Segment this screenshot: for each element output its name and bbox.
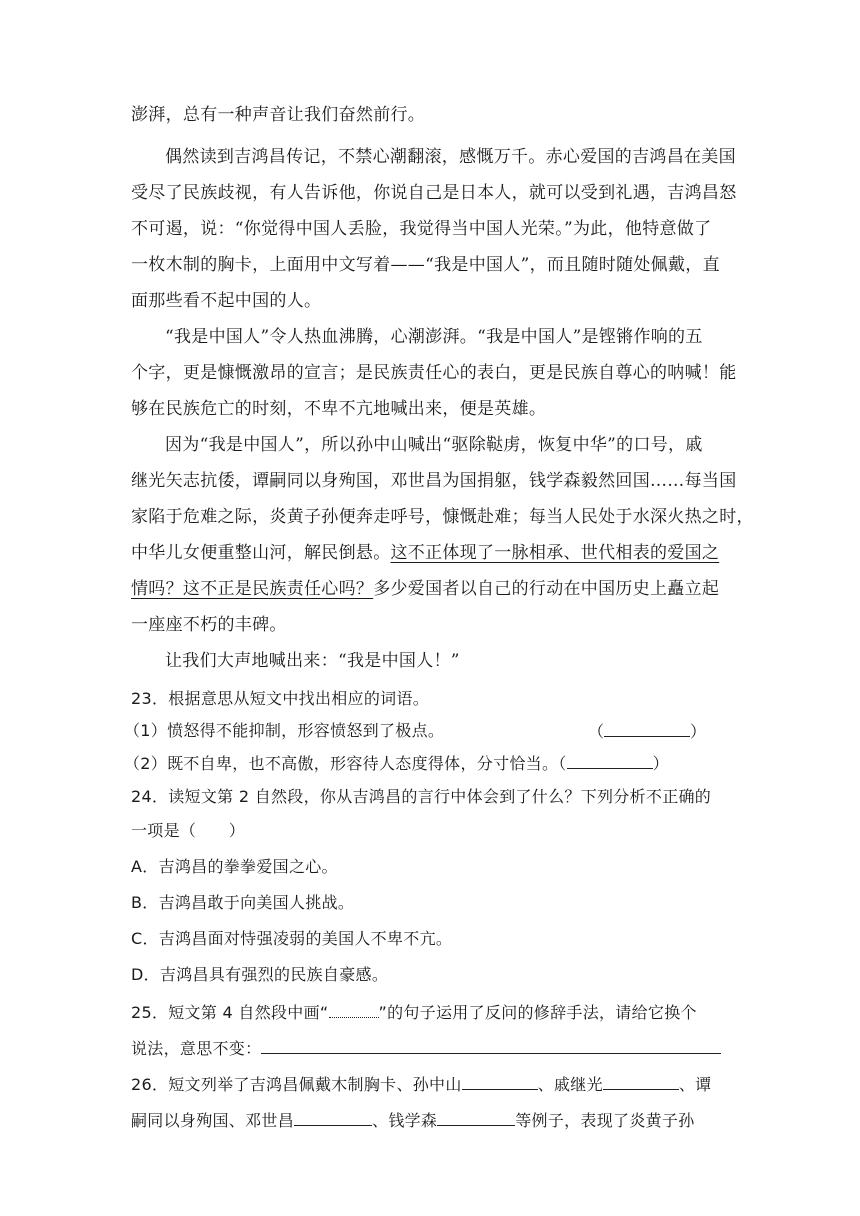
question-25-text-c: 说法，意思不变： xyxy=(131,1039,262,1058)
question-25-line-1 xyxy=(131,1001,731,1024)
wavy-line-sample xyxy=(329,1001,379,1018)
passage-p5: 让我们大声地喊出来：“我是中国人！” xyxy=(165,651,460,671)
question-25-text-a: 25．短文第 4 自然段中画“ xyxy=(131,1003,329,1022)
paren-right: ） xyxy=(690,722,707,741)
question-26-line-1 xyxy=(131,1073,731,1096)
option-b[interactable]: B．吉鸿昌敢于向美国人挑战。 xyxy=(131,893,355,912)
passage-p2-line-4: 一枚木制的胸卡，上面用中文写着——“我是中国人”，而且随时随处佩戴，直 xyxy=(131,255,720,275)
passage-p4-line-4-plain: 中华儿女便重整山河，解民倒悬。 xyxy=(131,543,391,563)
answer-blank-23-2[interactable] xyxy=(567,752,653,769)
question-23-1-answer xyxy=(588,720,706,743)
answer-blank-26-1[interactable] xyxy=(462,1073,538,1090)
passage-p4-line-4 xyxy=(131,542,731,564)
question-26-text-c: 、谭 xyxy=(678,1075,712,1094)
passage-p4-line-6: 一座座不朽的丰碑。 xyxy=(131,615,287,635)
answer-blank-26-3[interactable] xyxy=(294,1109,372,1126)
answer-blank-23-1[interactable] xyxy=(604,720,690,737)
passage-p2-line-2: 受尽了民族歧视，有人告诉他，你说自己是日本人，就可以受到礼遇，吉鸿昌怒 xyxy=(131,183,737,203)
question-24-prompt-line-1: 24．读短文第 2 自然段，你从吉鸿昌的言行中体会到了什么？下列分析不正确的 xyxy=(131,787,712,806)
passage-p2-line-1: 偶然读到吉鸿昌传记，不禁心潮翻滚，感慨万千。赤心爱国的吉鸿昌在美国 xyxy=(165,147,736,167)
passage-p3-line-1: “我是中国人”令人热血沸腾，心潮澎湃。“我是中国人”是铿锵作响的五 xyxy=(165,327,703,347)
paren-right: ） xyxy=(652,754,669,773)
question-25-text-b: ”的句子运用了反问的修辞手法，请给它换个 xyxy=(378,1003,697,1022)
paren-left: （ xyxy=(588,722,605,741)
question-23-prompt: 23．根据意思从短文中找出相应的词语。 xyxy=(131,689,430,708)
passage-p4-line-5 xyxy=(131,578,731,600)
question-24-prompt-line-2: 一项是（ ） xyxy=(131,821,246,840)
question-23-1-text: （1）愤怒得不能抑制，形容愤怒到了极点。 xyxy=(124,721,445,740)
passage-p2-line-5: 面那些看不起中国的人。 xyxy=(131,291,322,311)
passage-p2-line-3: 不可遏，说：“你觉得中国人丢脸，我觉得当中国人光荣。”为此，他特意做了 xyxy=(131,219,712,239)
question-26-text-e: 、钱学森 xyxy=(372,1111,438,1130)
passage-p4-line-1: 因为“我是中国人”，所以孙中山喊出“驱除鞑虏，恢复中华”的口号，戚 xyxy=(165,435,703,455)
option-c[interactable]: C．吉鸿昌面对恃强凌弱的美国人不卑不亢。 xyxy=(131,929,453,948)
passage-p3-line-2: 个字，更是慷慨激昂的宣言；是民族责任心的表白，更是民族自尊心的呐喊！能 xyxy=(131,363,737,383)
question-23-2-label: （2）既不自卑，也不高傲，形容待人态度得体，分寸恰当。 xyxy=(124,754,559,773)
question-23-2-text xyxy=(124,752,724,775)
answer-blank-25[interactable] xyxy=(261,1037,721,1054)
passage-p1-tail: 澎湃，总有一种声音让我们奋然前行。 xyxy=(131,105,426,125)
question-26-line-2 xyxy=(131,1109,731,1132)
option-a[interactable]: A．吉鸿昌的拳拳爱国之心。 xyxy=(131,857,338,876)
passage-p4-line-3: 家陷于危难之际，炎黄子孙便奔走呼号，慷慨赴难；每当人民处于水深火热之时， xyxy=(131,507,754,527)
question-26-text-b: 、戚继光 xyxy=(537,1075,603,1094)
passage-p4-line-2: 继光矢志抗倭，谭嗣同以身殉国，邓世昌为国捐躯，钱学森毅然回国……每当国 xyxy=(131,471,737,491)
question-25-line-2 xyxy=(131,1037,731,1060)
passage-p4-line-5-plain: 多少爱国者以自己的行动在中国历史上矗立起 xyxy=(373,579,720,599)
question-26-text-d: 嗣同以身殉国、邓世昌 xyxy=(131,1111,295,1130)
option-d[interactable]: D．吉鸿昌具有强烈的民族自豪感。 xyxy=(131,965,389,984)
question-26-text-a: 26．短文列举了吉鸿昌佩戴木制胸卡、孙中山 xyxy=(131,1075,462,1094)
answer-blank-26-2[interactable] xyxy=(603,1073,679,1090)
paren-left: （ xyxy=(558,754,567,773)
underlined-sentence-part-1: 这不正体现了一脉相承、世代相表的爱国之 xyxy=(390,543,720,563)
underlined-sentence-part-2: 情吗？这不正是民族责任心吗？ xyxy=(131,579,374,599)
answer-blank-26-4[interactable] xyxy=(437,1109,515,1126)
question-26-text-f: 等例子，表现了炎黄子孙 xyxy=(515,1111,695,1130)
passage-p3-line-3: 够在民族危亡的时刻，不卑不亢地喊出来，便是英雄。 xyxy=(131,399,547,419)
